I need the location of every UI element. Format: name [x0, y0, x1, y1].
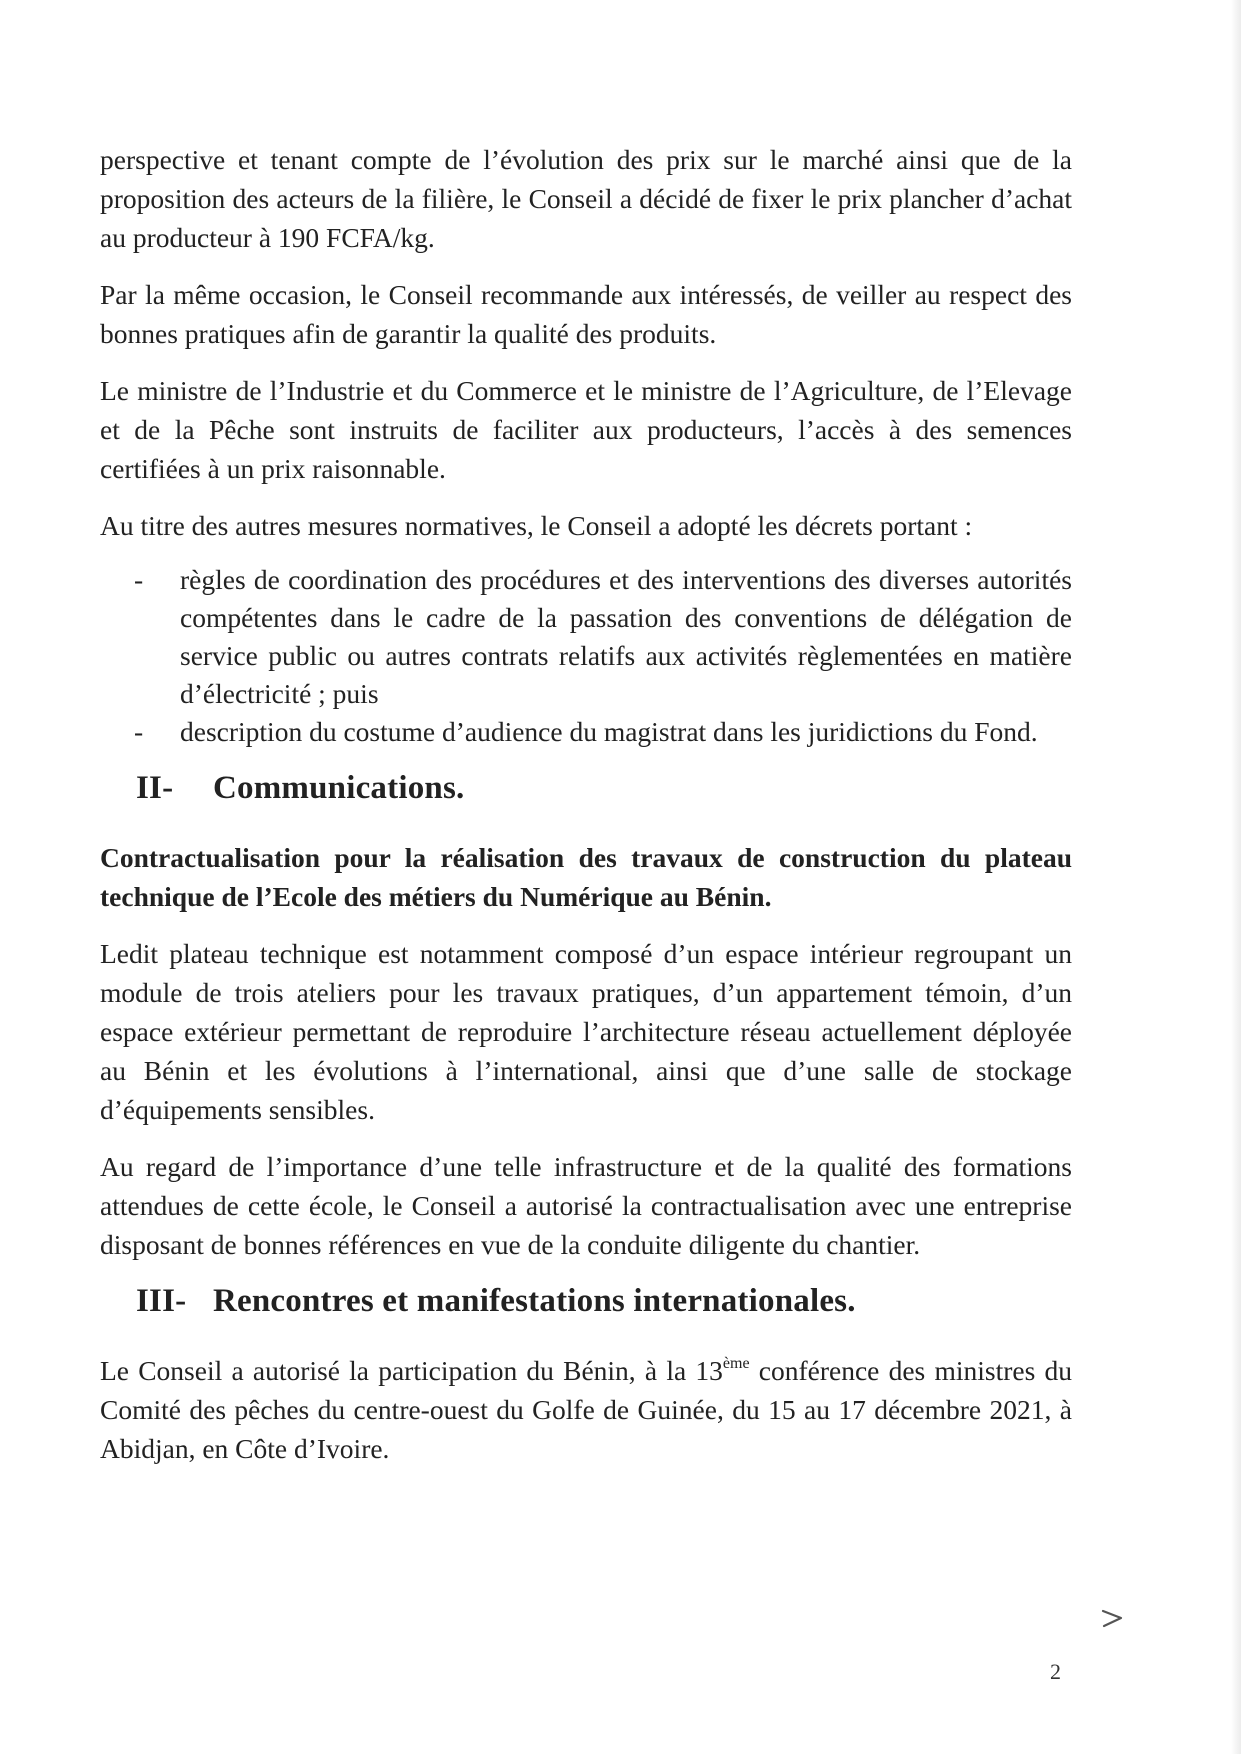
decree-list [100, 561, 1072, 751]
section-title: Rencontres et manifestations internationales. [213, 1283, 856, 1319]
list-item-text: description du costume d’audience du magistrat dans les juridictions du Fond. [180, 716, 1038, 747]
paragraph-best-practices: Par la même occasion, le Conseil recommande aux intéressés, de veiller au respect des bonnes pratiques afin de garantir la qualité des produits. [100, 279, 1072, 349]
subsection-title: Contractualisation pour la réalisation des travaux de construction du plateau technique de l’Ecole des métiers du Numérique au Bénin. [100, 842, 1072, 912]
paragraph-decrees-intro: Au titre des autres mesures normatives, le Conseil a adopté les décrets portant : [100, 510, 973, 541]
list-item [134, 561, 1072, 713]
paragraph-price: perspective et tenant compte de l’évolution des prix sur le marché ainsi que de la proposition des acteurs de la filière, le Conseil a décidé de fixer le prix plancher d’achat au producteur à 190 FCFA/kg. [100, 144, 1072, 253]
page-number: 2 [1050, 1659, 1061, 1684]
list-bullet: - [134, 716, 144, 747]
section-title: Communications. [213, 770, 465, 806]
conference-text-end: conférence des ministres du Comité des pêches du centre-ouest du Golfe de Guinée, du 15 au 17 décembre 2021, à Abidjan, en Côte d’Ivoire. [100, 1355, 1072, 1464]
section-heading-communications [136, 769, 1072, 808]
conference-text-start: Le Conseil a autorisé la participation du Bénin, à la 13 [100, 1355, 723, 1386]
section-number: III- [136, 1283, 187, 1319]
document-body [100, 140, 1072, 1486]
section-number: II- [136, 770, 174, 806]
section-heading-rencontres [136, 1282, 1072, 1321]
handwritten-initial-mark [1100, 1608, 1126, 1630]
list-bullet: - [134, 564, 144, 595]
page-edge-shadow [1231, 0, 1241, 1754]
list-item [134, 713, 1072, 751]
paragraph-plateau: Ledit plateau technique est notamment composé d’un espace intérieur regroupant un module de trois ateliers pour les travaux pratiques, d’un appartement témoin, d’un espace extérieur permettant de reproduire l’architecture réseau actuellement déployée au Bénin et les évolutions à l’international, ainsi que d’une salle de stockage d’équipements sensibles. [100, 938, 1072, 1125]
paragraph-conference [100, 1351, 1072, 1468]
list-item-text: règles de coordination des procédures et des interventions des diverses autorités compétentes dans le cadre de la passation des conventions de délégation de service public ou autres contrats relatifs aux activités règlementées en matière d’électricité ; puis [180, 564, 1072, 709]
paragraph-ministers: Le ministre de l’Industrie et du Commerce et le ministre de l’Agriculture, de l’Elevage et de la Pêche sont instruits de faciliter aux producteurs, l’accès à des semences certifiées à un prix raisonnable. [100, 375, 1072, 484]
paragraph-contractualisation: Au regard de l’importance d’une telle infrastructure et de la qualité des formations attendues de cette école, le Conseil a autorisé la contractualisation avec une entreprise disposant de bonnes références en vue de la conduite diligente du chantier. [100, 1151, 1072, 1260]
ordinal-superscript: ème [722, 1355, 750, 1372]
